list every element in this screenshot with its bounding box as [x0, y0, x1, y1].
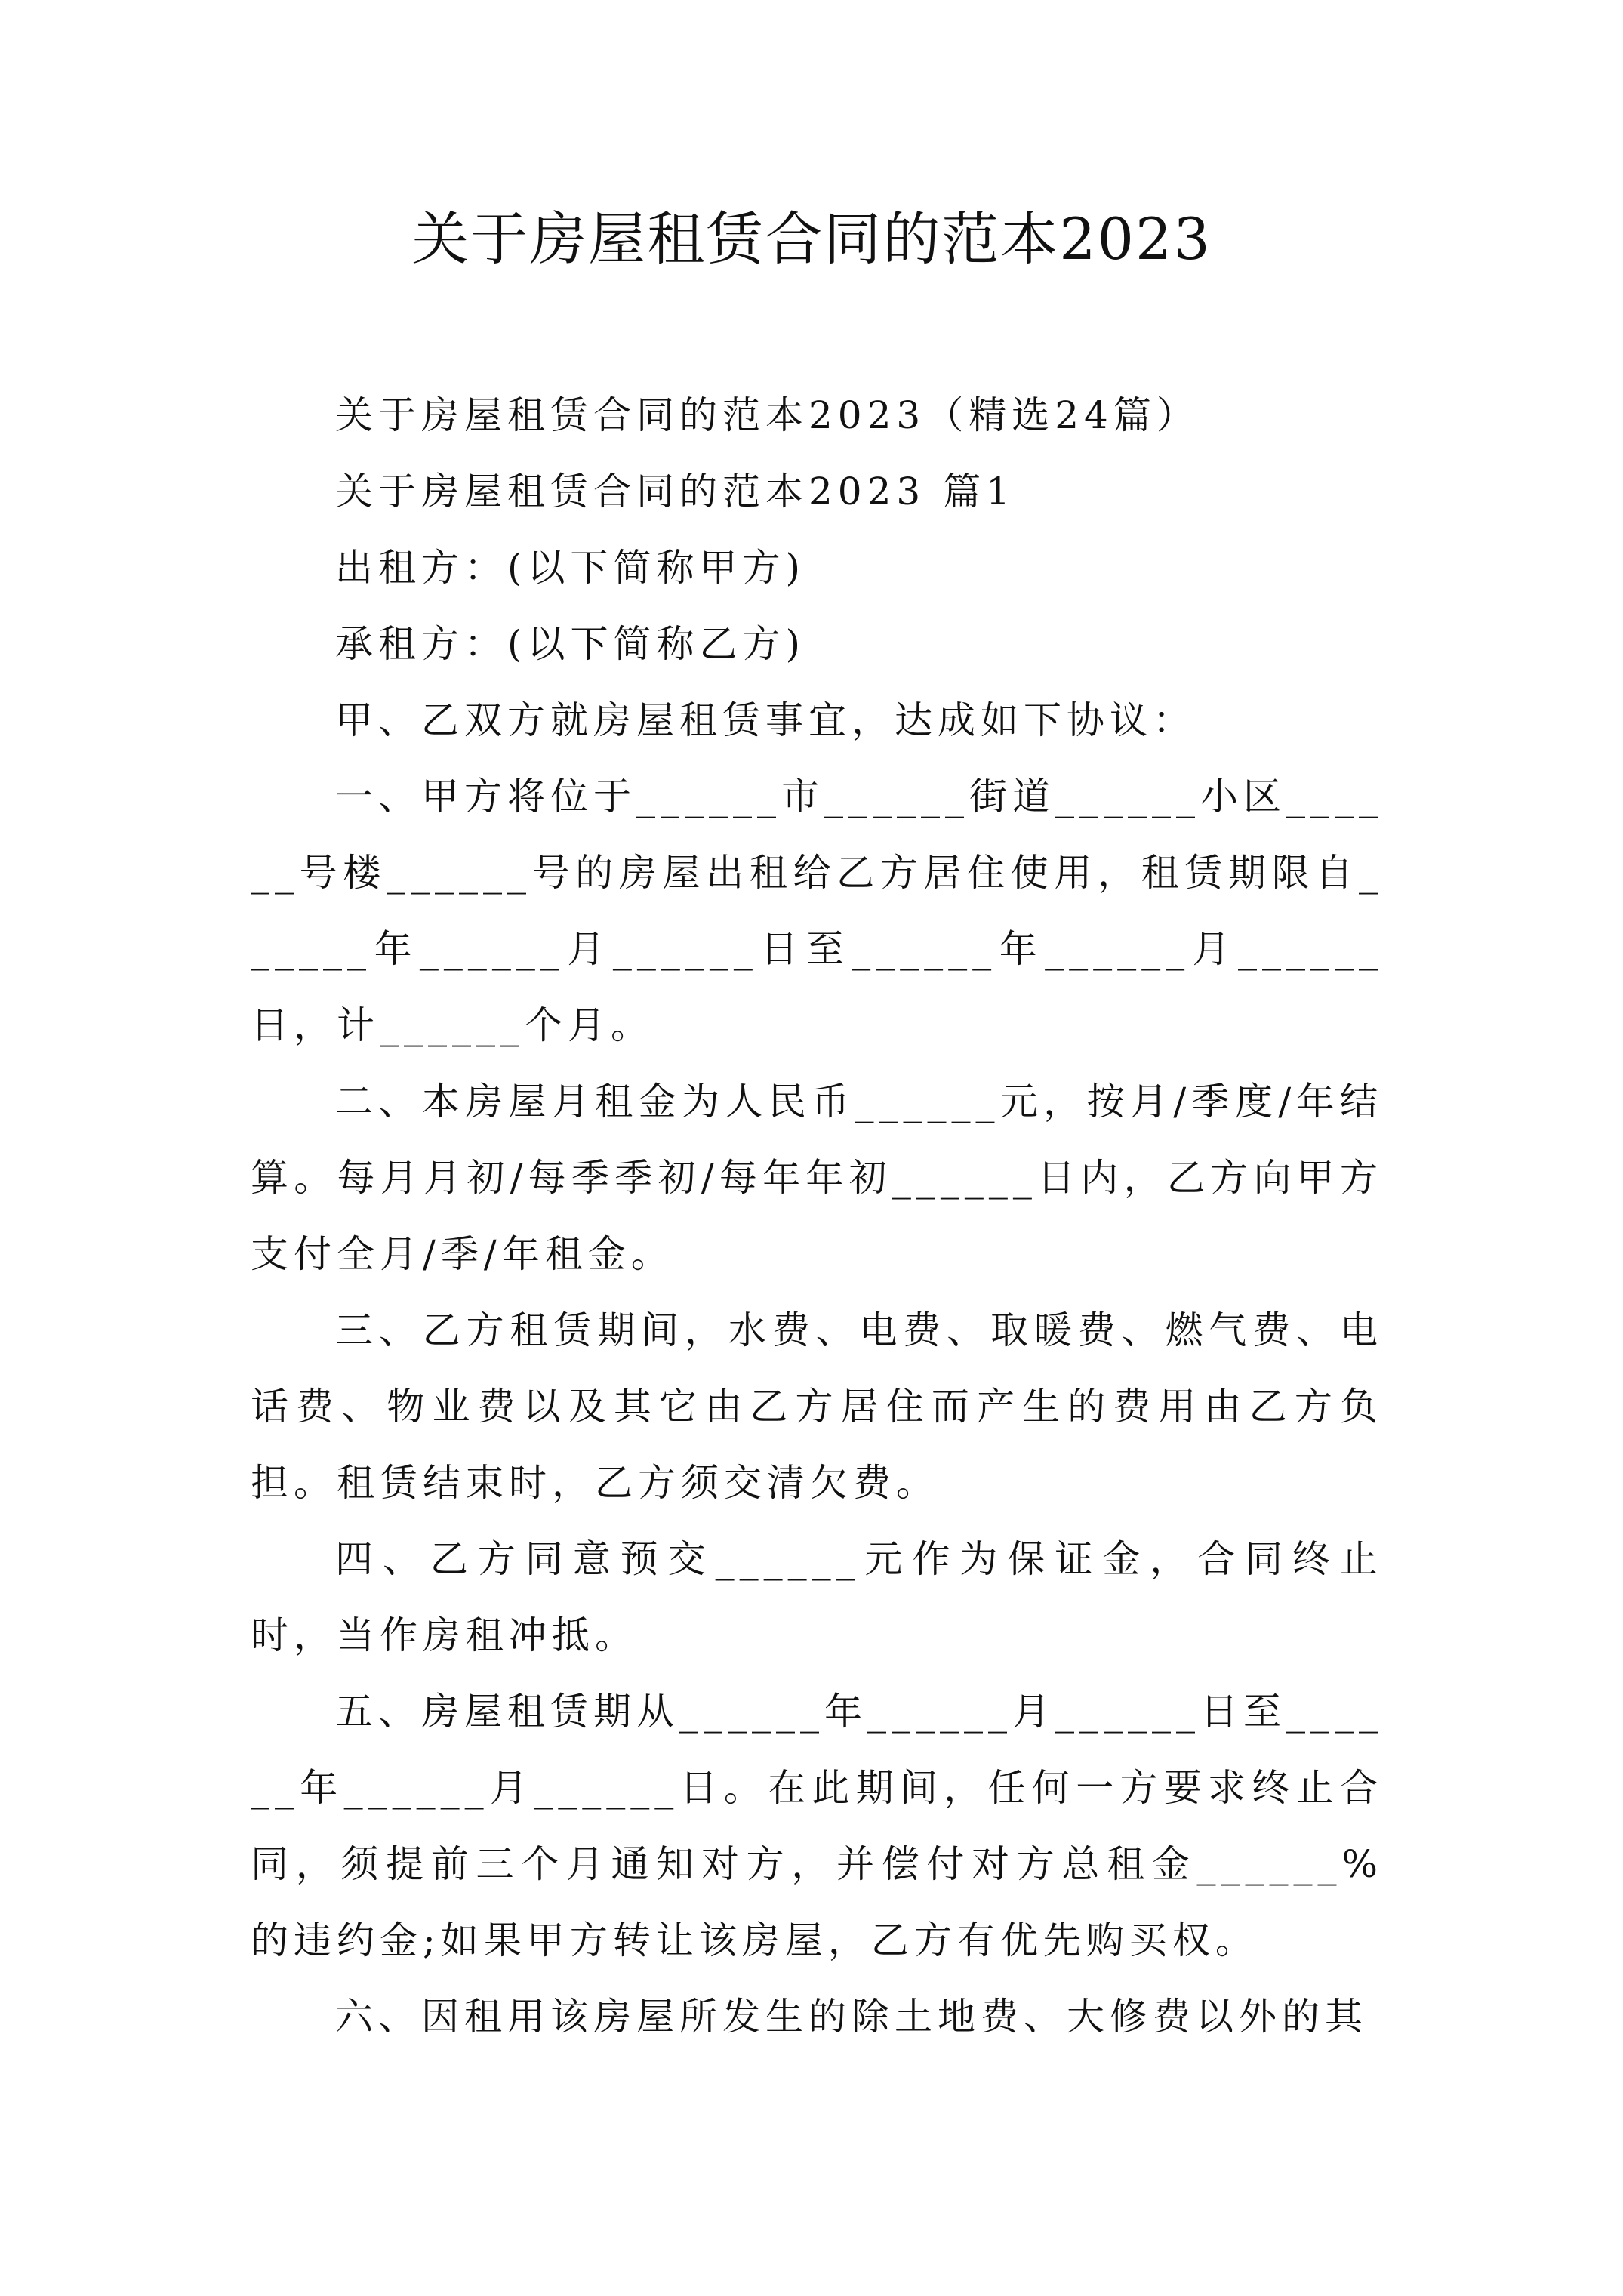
paragraph-clause-2: 二、本房屋月租金为人民币______元，按月/季度/年结算。每月月初/每季季初/每年年初______日内，乙方向甲方支付全月/季/年租金。: [251, 1080, 1383, 1276]
paragraph-heading: 关于房屋租赁合同的范本2023（精选24篇）: [335, 393, 1200, 437]
paragraph-clause-5: 五、房屋租赁期从______年______月______日至______年______月______日。在此期间，任何一方要求终止合同，须提前三个月通知对方，并偿付对方总租金______%的违约金;如果甲方转让该房屋，乙方有优先购买权。: [251, 1690, 1383, 1962]
paragraph-clause-3: 三、乙方租赁期间，水费、电费、取暖费、燃气费、电话费、物业费以及其它由乙方居住而产生的费用由乙方负担。租赁结束时，乙方须交清欠费。: [251, 1308, 1383, 1505]
paragraph-agreement-intro: 甲、乙双方就房屋租赁事宜，达成如下协议：: [335, 698, 1196, 742]
paragraph-clause-4: 四、乙方同意预交______元作为保证金，合同终止时，当作房租冲抵。: [251, 1537, 1383, 1657]
document-body: [251, 378, 1383, 2055]
paragraph-clause-1: 一、甲方将位于______市______街道______小区______号楼______号的房屋出租给乙方居住使用，租赁期限自______年______月______日至______年______月______日，计______个月。: [251, 775, 1383, 1047]
paragraph-lessor: 出租方：(以下简称甲方): [335, 546, 806, 590]
paragraph-lessee: 承租方：(以下简称乙方): [335, 622, 806, 666]
paragraph-clause-6: 六、因租用该房屋所发生的除土地费、大修费以外的其: [335, 1995, 1368, 2039]
document-title: 关于房屋租赁合同的范本2023: [411, 205, 1212, 273]
paragraph-section-title: 关于房屋租赁合同的范本2023 篇1: [335, 470, 1015, 513]
